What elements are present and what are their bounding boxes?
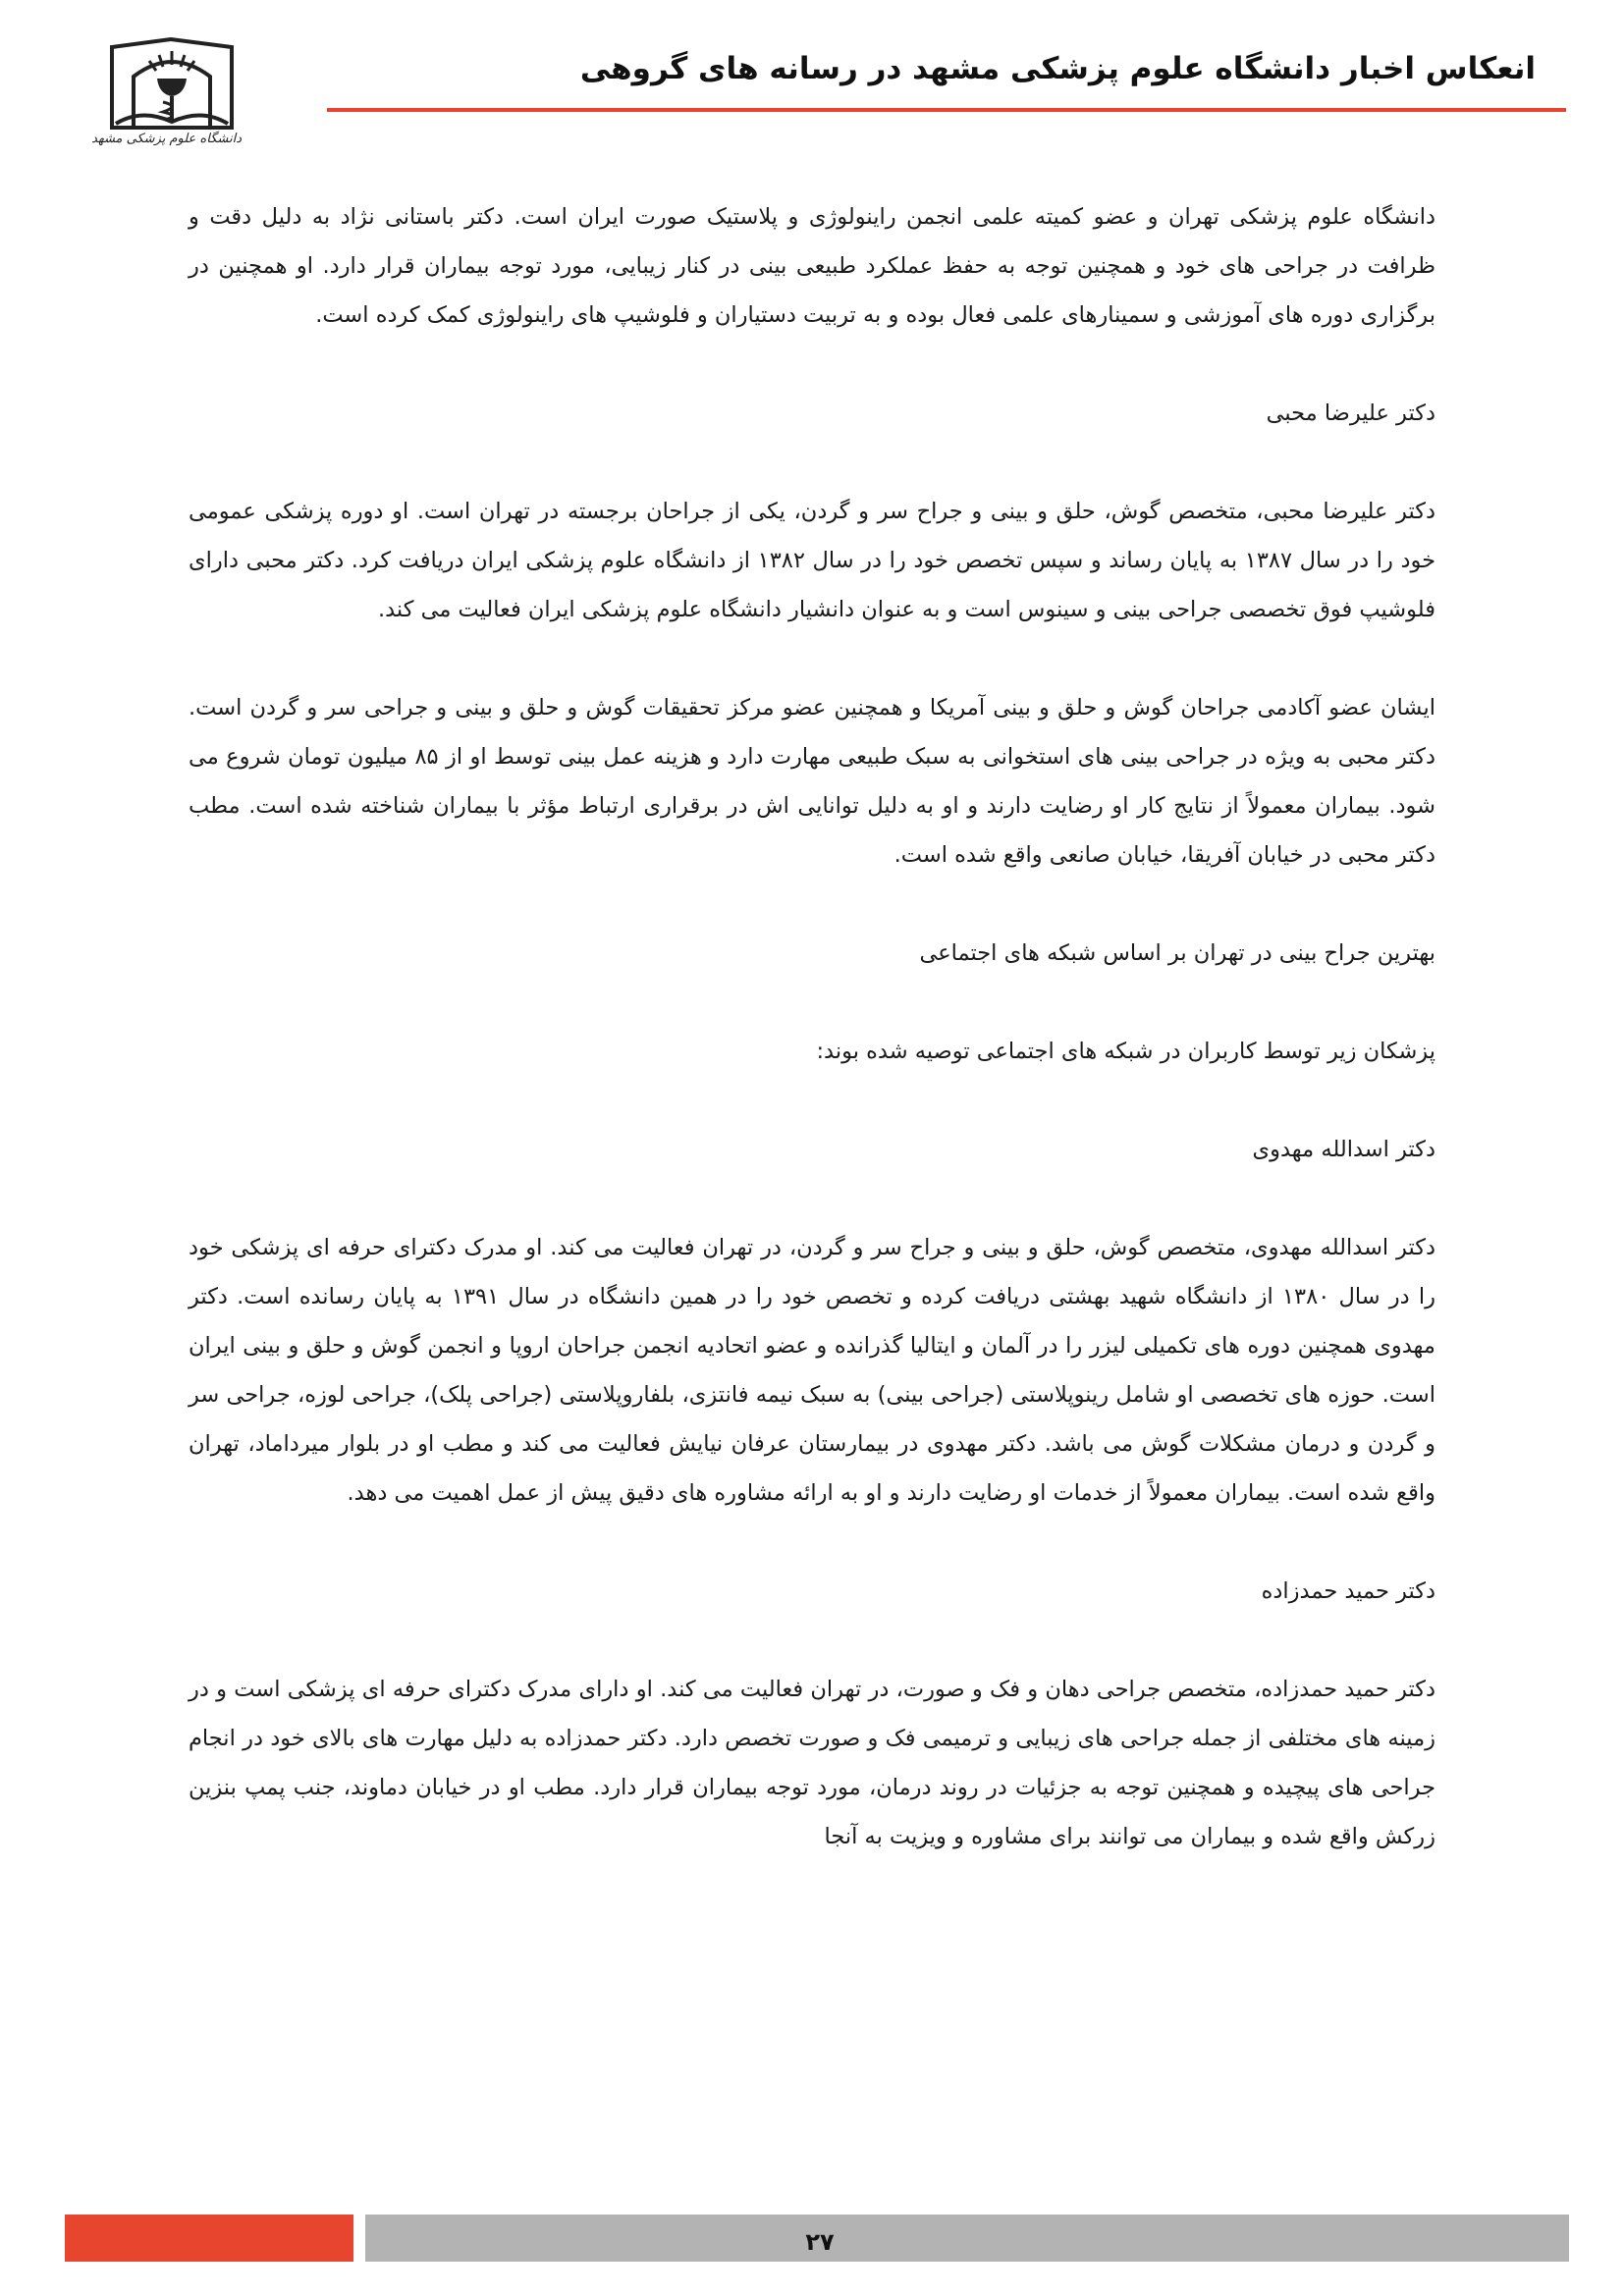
document-header-title: انعکاس اخبار دانشگاه علوم پزشکی مشهد در رسانه های گروهی <box>579 51 1536 86</box>
page-number: ۲۷ <box>805 2228 835 2256</box>
paragraph: دانشگاه علوم پزشکی تهران و عضو کمیته علمی انجمن راینولوژی و پلاستیک صورت ایران است. دکتر باستانی نژاد به دلیل دقت و ظرافت در جراحی های خود و همچنین توجه به حفظ عملکرد طبیعی بینی در کنار زیبایی، مورد توجه بیماران قرار دارد. او همچنین در برگزاری دوره های آموزشی و سمینارهای علمی فعال بوده و به تربیت دستیاران و فلوشیپ های راینولوژی کمک کرده است. <box>189 204 1435 328</box>
section-heading: بهترین جراح بینی در تهران بر اساس شبکه های اجتماعی <box>919 940 1435 966</box>
paragraph: دکتر حمید حمدزاده، متخصص جراحی دهان و فک و صورت، در تهران فعالیت می کند. او دارای مدرک دکترای حرفه ای پزشکی است و در زمینه های مختلفی از جمله جراحی های زیبایی و ترمیمی فک و صورت تخصص دارد. دکتر حمدزاده به دلیل مهارت های بالای خود در انجام جراحی های پیچیده و همچنین توجه به جزئیات در روند درمان، مورد توجه بیماران قرار دارد. مطب او در خیابان دماوند، جنب پمپ بنزین زرکش واقع شده و بیماران می توانند برای مشاوره و ویزیت به آنجا <box>189 1677 1435 1849</box>
paragraph: دکتر علیرضا محبی، متخصص گوش، حلق و بینی و جراح سر و گردن، یکی از جراحان برجسته در تهران است. او دوره پزشکی عمومی خود را در سال ۱۳۸۷ به پایان رساند و سپس تخصص خود را در سال ۱۳۸۲ از دانشگاه علوم پزشکی ایران دریافت کرد. دکتر محبی دارای فلوشیپ فوق تخصصی جراحی بینی و سینوس است و به عنوان دانشیار دانشگاه علوم پزشکی ایران فعالیت می کند. <box>189 499 1436 622</box>
paragraph: پزشکان زیر توسط کاربران در شبکه های اجتماعی توصیه شده بوند: <box>816 1039 1435 1064</box>
doctor-name-heading: دکتر حمید حمدزاده <box>1261 1578 1435 1604</box>
doctor-name-heading: دکتر علیرضا محبی <box>1266 400 1435 426</box>
logo-caption: دانشگاه علوم پزشکی مشهد <box>91 132 242 146</box>
header-divider <box>327 108 1566 112</box>
footer-accent-bar <box>65 2215 353 2262</box>
paragraph: ایشان عضو آکادمی جراحان گوش و حلق و بینی آمریکا و همچنین عضو مرکز تحقیقات گوش و حلق و بینی و جراحی سر و گردن است. دکتر محبی به ویژه در جراحی بینی های استخوانی به سبک طبیعی مهارت دارد و هزینه عمل بینی توسط او از ۸۵ میلیون تومان شروع می شود. بیماران معمولاً از نتایج کار او رضایت دارند و او به دلیل توانایی اش در برقراری ارتباط مؤثر با بیماران شناخته شده است. مطب دکتر محبی در خیابان آفریقا، خیابان صانعی واقع شده است. <box>189 695 1435 868</box>
university-logo <box>91 37 242 167</box>
footer-bar <box>365 2215 1569 2262</box>
emblem-icon <box>91 37 242 167</box>
article-body <box>189 192 1435 1910</box>
paragraph: دکتر اسدالله مهدوی، متخصص گوش، حلق و بینی و جراح سر و گردن، در تهران فعالیت می کند. او مدرک دکترای حرفه ای پزشکی خود را در سال ۱۳۸۰ از دانشگاه شهید بهشتی دریافت کرده و تخصص خود را در همین دانشگاه در سال ۱۳۹۱ به پایان رسانده است. دکتر مهدوی همچنین دوره های تکمیلی لیزر را در آلمان و ایتالیا گذرانده و عضو اتحادیه انجمن جراحان اروپا و انجمن گوش و حلق و بینی ایران است. حوزه های تخصصی او شامل رینوپلاستی (جراحی بینی) به سبک نیمه فانتزی، بلفاروپلاستی (جراحی پلک)، جراحی لوزه، جراحی سر و گردن و درمان مشکلات گوش می باشد. دکتر مهدوی در بیمارستان عرفان نیایش فعالیت می کند و مطب او در بلوار میرداماد، تهران واقع شده است. بیماران معمولاً از خدمات او رضایت دارند و او به ارائه مشاوره های دقیق پیش از عمل اهمیت می دهد. <box>189 1235 1435 1506</box>
doctor-name-heading: دکتر اسدالله مهدوی <box>1252 1137 1435 1162</box>
